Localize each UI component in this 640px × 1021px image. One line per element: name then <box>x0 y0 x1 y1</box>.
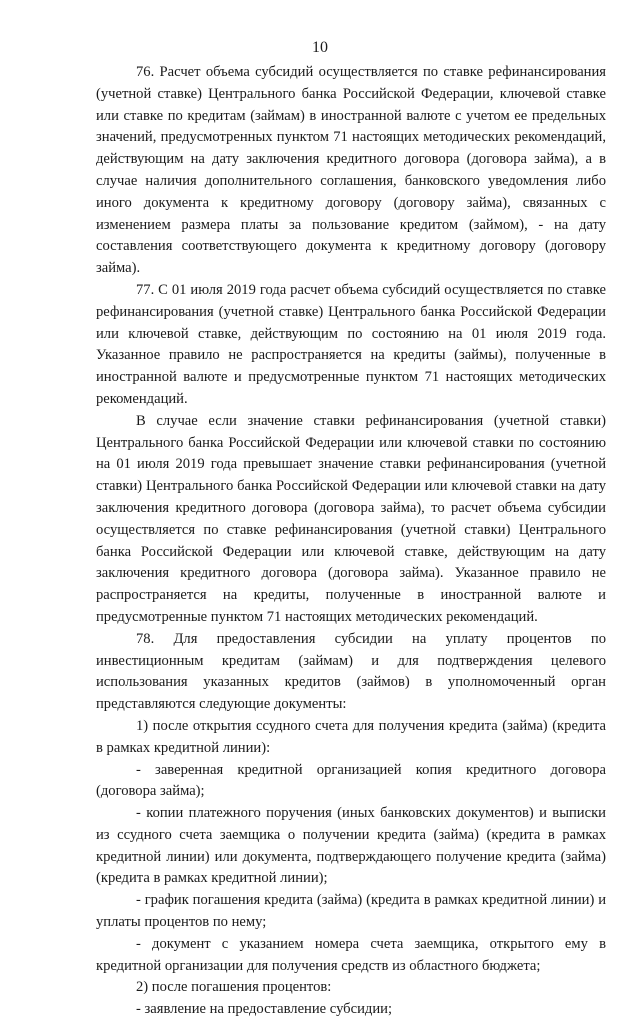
list-item: 2) после погашения процентов: <box>136 979 332 996</box>
list-item: - копии платежного поручения (иных банковских документов) и выписки из ссудного счета заемщика о получении кредита (займа) (кредита в рамках кредитной линии) или документа, подтверждающего получение кредита (займа) (кредита в рамках кредитной линии); <box>96 805 606 887</box>
paragraph-78: 78. Для предоставления субсидии на уплату процентов по инвестиционным кредитам (займам) и для подтверждения целевого использования указанных кредитов (займов) в уполномоченный орган представляются следующие документы: <box>96 630 606 713</box>
list-item: - график погашения кредита (займа) (кредита в рамках кредитной линии) и уплаты процентов по нему; <box>96 892 606 931</box>
list-item: - заявление на предоставление субсидии; <box>136 1001 392 1018</box>
document-body <box>96 62 606 1021</box>
list-item: - документ с указанием номера счета заемщика, открытого ему в кредитной организации для получения средств из областного бюджета; <box>96 935 606 974</box>
paragraph-77-case: В случае если значение ставки рефинансирования (учетной ставки) Центрального банка Российской Федерации или ключевой ставки по состоянию на 01 июля 2019 года превышает значение ставки рефинансирования (учетной ставки) Центрального банка Российской Федерации или ключевой ставки на дату заключения кредитного договора (договора займа), то расчет объема субсидии осуществляется по ставке рефинансирования (учетной ставки) Центрального банка Российской Федерации или ключевой ставке, действующим на дату заключения кредитного договора (договора займа). Указанное правило не распространяется на кредиты, полученные в иностранной валюте и предусмотренные пунктом 71 настоящих методических рекомендаций. <box>96 412 606 625</box>
paragraph-76: 76. Расчет объема субсидий осуществляется по ставке рефинансирования (учетной ставке) Центрального банка Российской Федерации, ключевой ставке или ставке по кредитам (займам) в иностранной валюте с учетом ее предельных значений, предусмотренных пунктом 71 настоящих методических рекомендаций, действующим на дату заключения кредитного договора (договора займа), а в случае наличия дополнительного соглашения, банковского уведомления либо иного документа к кредитному договору (договору займа), связанных с изменением размера платы за пользование кредитом (займом), - на дату составления соответствующего документа к кредитному договору (договору займа). <box>96 64 606 277</box>
list-item: - заверенная кредитной организацией копия кредитного договора (договора займа); <box>96 761 606 800</box>
list-item: 1) после открытия ссудного счета для получения кредита (займа) (кредита в рамках кредитной линии): <box>96 717 606 756</box>
page-number: 10 <box>312 39 328 56</box>
paragraph-77: 77. С 01 июля 2019 года расчет объема субсидий осуществляется по ставке рефинансирования (учетной ставке) Центрального банка Российской Федерации или ключевой ставке, действующим по состоянию на 01 июля 2019 года. Указанное правило не распространяется на кредиты (займы), полученные в иностранной валюте и предусмотренные пунктом 71 настоящих методических рекомендаций. <box>96 281 606 407</box>
